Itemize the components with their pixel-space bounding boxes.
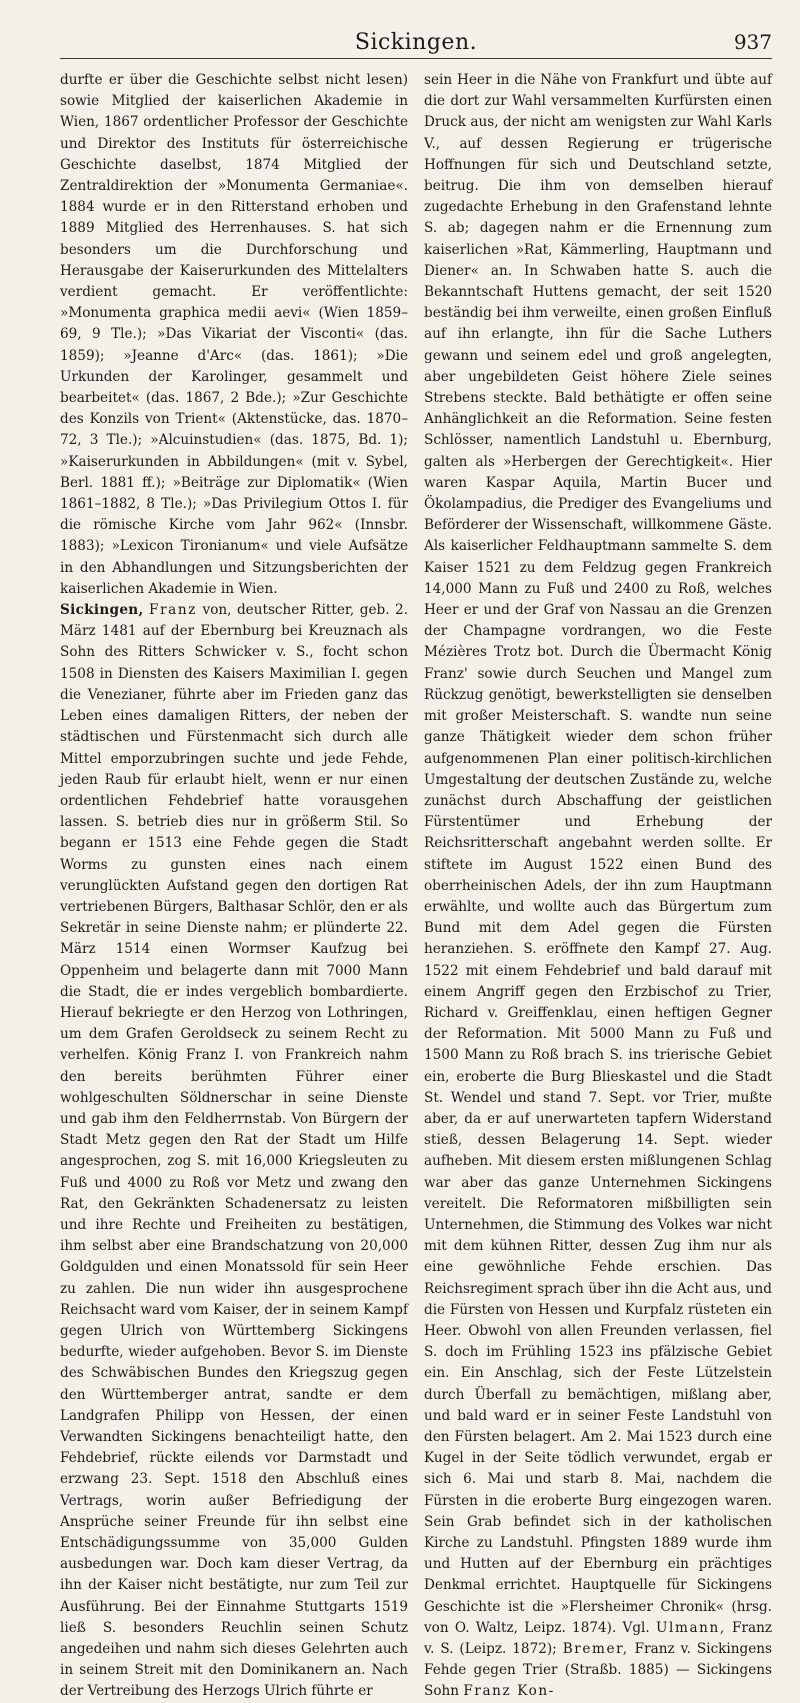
running-head [60, 30, 772, 59]
entry-sickingen [60, 600, 408, 1703]
entry-headword: Sickingen, [60, 602, 144, 619]
reference-title: Franz v. Sickingens Fehde gegen Trier (Straßb. 1885) — Sickingens Sohn [424, 1641, 772, 1700]
next-entry-name: Franz Kon- [463, 1683, 555, 1700]
reference-author: Bremer, [562, 1641, 629, 1658]
reference-title: Franz v. S. (Leipz. 1872); [424, 1619, 772, 1658]
page-number: 937 [733, 30, 772, 54]
continued-paragraph: durfte er über die Geschichte selbst nicht lesen) sowie Mitglied der kaiserlichen Akademie in Wien, 1867 ordentlicher Professor der Geschichte und Direktor des Instituts für österreichische Geschichte daselbst, 1874 Mitglied der Zentraldirektion der »Monumenta Germaniae«. 1884 wurde er in den Ritterstand erhoben und 1889 Mitglied des Herrenhauses. S. hat sich besonders um die Durchforschung und Herausgabe der Kaiserurkunden des Mittelalters verdient gemacht. Er veröffentlichte: »Monumenta graphica medii aevi« (Wien 1859–69, 9 Tle.); »Das Vikariat der Visconti« (das. 1859); »Jeanne d'Arc« (das. 1861); »Die Urkunden der Karolinger, gesammelt und bearbeitet« (das. 1867, 2 Bde.); »Zur Geschichte des Konzils von Trient« (Aktenstücke, das. 1870–72, 3 Tle.); »Alcuinstudien« (das. 1875, Bd. 1); »Kaiserurkunden in Abbildungen« (mit v. Sybel, Berl. 1881 ff.); »Beiträge zur Diplomatik« (Wien 1861–1882, 8 Tle.); »Das Privilegium Ottos I. für die römische Kirche vom Jahr 962« (Innsbr. 1883); »Lexicon Tironianum« und viele Aufsätze in den Abhandlungen und Sitzungsberichten der kaiserlichen Akademie in Wien. [60, 72, 408, 597]
text-columns [60, 70, 772, 1700]
entry-forename: Franz [149, 602, 197, 619]
right-column [424, 70, 772, 1700]
reference-author: Ulmann, [655, 1619, 726, 1636]
page-title: Sickingen. [354, 30, 478, 55]
entry-text-cont: sein Heer in die Nähe von Frankfurt und übte auf die dort zur Wahl versammelten Kurfürsten einen Druck aus, der nicht am wenigsten zur Wahl Karls V., auf dessen Regierung er trügerische Hoffnungen für sich und Deutschland setzte, beitrug. Die ihm von demselben hierauf zugedachte Erhebung in den Grafenstand lehnte S. ab; dagegen nahm er die Ernennung zum kaiserlichen »Rat, Kämmerling, Hauptmann und Diener« an. In Schwaben hatte S. auch die Bekanntschaft Huttens gemacht, der seit 1520 beständig bei ihm verweilte, einen großen Einfluß auf ihn erlangte, ihn für die Sache Luthers gewann und seinem edel und groß angelegten, aber ungebildeten Geist höhere Ziele seines Strebens steckte. Bald bethätigte er offen seine Anhänglichkeit an die Reformation. Seine festen Schlösser, namentlich Landstuhl u. Ebernburg, galten als »Herbergen der Gerechtigkeit«. Hier waren Kaspar Aquila, Martin Bucer und Ökolampadius, die Prediger des Evangeliums und Beförderer der Wissenschaft, willkommene Gäste. Als kaiserlicher Feldhauptmann sammelte S. dem Kaiser 1521 zu dem Feldzug gegen Frankreich 14,000 Mann zu Fuß und 2400 zu Roß, welches Heer er und der Graf von Nassau an die Grenzen der Champagne vordrangen, wo die Feste Mézières Trotz bot. Durch die Übermacht König Franz' sowie durch Seuchen und Mangel zum Rückzug genötigt, bewerkstelligten sie denselben mit großer Meisterschaft. S. wandte nun seine ganze Thätigkeit wieder dem schon früher aufgenommenen Plan einer politisch-kirchlichen Umgestaltung der deutschen Zustände zu, welche zunächst durch Abschaffung der geistlichen Fürstentümer und Erhebung der Reichsritterschaft angebahnt werden sollte. Er stiftete im August 1522 einen Bund des oberrheinischen Adels, der ihn zum Hauptmann erwählte, und wollte auch das Bürgertum zum Bund mit dem Adel gegen die Fürsten heranziehen. S. eröffnete den Kampf 27. Aug. 1522 mit einem Fehdebrief und bald darauf mit einem Angriff gegen den Erzbischof zu Trier, Richard v. Greiffenklau, einen heftigen Gegner der Reformation. Mit 5000 Mann zu Fuß und 1500 Mann zu Roß brach S. ins trierische Gebiet ein, eroberte die Burg Blieskastel und die Stadt St. Wendel und stand 7. Sept. vor Trier, mußte aber, da er auf unerwarteten tapfern Widerstand stieß, dessen Belagerung 14. Sept. wieder aufheben. Mit diesem ersten mißlungenen Schlag war aber das ganze Unternehmen Sickingens vereitelt. Die Reformatoren mißbilligten sein Unternehmen, die Stimmung des Volkes war nicht mit dem kühnen Ritter, dessen Zug ihm nur als eine gewöhnliche Fehde erschien. Das Reichsregiment sprach über ihn die Acht aus, und die Fürsten von Hessen und Kurpfalz rüsteten ein Heer. Obwohl von allen Freunden verlassen, fiel S. doch im Frühling 1523 ins pfälzische Gebiet ein. Ein Anschlag, sich der Feste Lützelstein durch Überfall zu bemächtigen, mißlang aber, und bald ward er in seiner Feste Landstuhl von den Fürsten belagert. Am 2. Mai 1523 durch eine Kugel in der Seite tödlich verwundet, ergab er sich 6. Mai und starb 8. Mai, nachdem die Fürsten in die eroberte Burg eingezogen waren. Sein Grab befindet sich in der katholischen Kirche zu Landstuhl. Pfingsten 1889 wurde ihm und Hutten auf der Ebernburg ein prächtiges Denkmal errichtet. Hauptquelle für Sickingens Geschichte ist die »Flersheimer Chronik« (hrsg. von O. Waltz, Leipz. 1874). Vgl. [424, 72, 772, 1636]
left-column [60, 70, 409, 1700]
entry-continuation [424, 70, 772, 1703]
entry-text: von, deutscher Ritter, geb. 2. März 1481 auf der Ebernburg bei Kreuznach als Sohn des Ritters Schwicker v. S., focht schon 1508 in Diensten des Kaisers Maximilian I. gegen die Venezianer, führte aber im Frieden ganz das Leben eines damaligen Ritters, der neben der städtischen und Fürstenmacht sich durch alle Mittel emporzubringen suchte und jede Fehde, jeden Raub für erlaubt hielt, wenn er nur einen ordentlichen Fehdebrief hatte vorausgehen lassen. S. betrieb dies nur in größerm Stil. So begann er 1513 eine Fehde gegen die Stadt Worms zu gunsten eines nach einem verunglückten Aufstand gegen den dortigen Rat vertriebenen Bürgers, Balthasar Schlör, den er als Sekretär in seine Dienste nahm; er plünderte 22. März 1514 einen Wormser Kaufzug bei Oppenheim und belagerte dann mit 7000 Mann die Stadt, die er indes vergeblich bombardierte. Hierauf bekriegte er den Herzog von Lothringen, um dem Grafen Geroldseck zu seinem Recht zu verhelfen. König Franz I. von Frankreich nahm den bereits berühmten Führer einer wohlgeschulten Söldnerschar in seine Dienste und gab ihm den Feldherrnstab. Von Bürgern der Stadt Metz gegen den Rat der Stadt um Hilfe angesprochen, zog S. mit 16,000 Kriegsleuten zu Fuß und 4000 zu Roß vor Metz und zwang den Rat, den Gekränkten Schadenersatz zu leisten und ihre Rechte und Freiheiten zu bestätigen, ihm selbst aber eine Brandschatzung von 20,000 Goldgulden und einen Monatssold für sein Heer zu zahlen. Die nun wider ihn ausgesprochene Reichsacht ward vom Kaiser, der in seinem Kampf gegen Ulrich von Württemberg Sickingens bedurfte, wieder aufgehoben. Bevor S. im Dienste des Schwäbischen Bundes den Kriegszug gegen den Württemberger antrat, sandte er dem Landgrafen Philipp von Hessen, der einen Verwandten Sickingens benachteiligt hatte, den Fehdebrief, rückte eilends vor Darmstadt und erzwang 23. Sept. 1518 den Abschluß eines Vertrags, worin außer Befriedigung der Ansprüche seiner Freunde für ihn selbst eine Entschädigungssumme von 35,000 Gulden ausbedungen war. Doch kam dieser Vertrag, da ihn der Kaiser nicht bestätigte, nur zum Teil zur Ausführung. Bei der Einnahme Stuttgarts 1519 ließ S. besonders Reuchlin seinen Schutz angedeihen und nahm sich dieses Gelehrten auch in seinem Streit mit den Dominikanern an. Nach der Vertreibung des Herzogs Ulrich führte er [60, 602, 409, 1700]
